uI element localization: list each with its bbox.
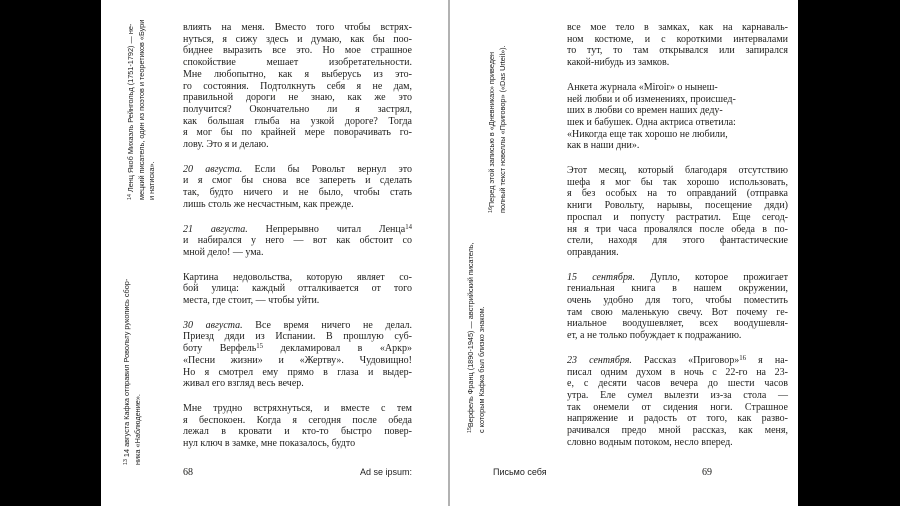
margin-footnote-line: $^{16}$Перед этой записью в «Дневниках» приведен	[487, 51, 496, 213]
text-line: как большая глыба на узкой дороге? Тогда	[183, 115, 412, 127]
paragraph	[567, 82, 788, 152]
margin-footnote	[122, 247, 145, 465]
paragraph	[567, 355, 788, 449]
text-line: какой-нибудь из замков.	[567, 57, 670, 69]
text-line: боту Верфель$^{15}$ декламировал в «Аркр»	[183, 343, 412, 355]
margin-footnote	[487, 25, 510, 213]
text-line: Этот месяц, который благодаря отсутствию	[567, 165, 788, 177]
text-line: напряжение и радость от того, как разво-	[567, 413, 788, 425]
text-line: ней любви и об изменениях, происшед-	[567, 93, 736, 105]
page-number-right: 69	[702, 467, 712, 478]
text-line: Анкета журнала «Miroir» о нынеш-	[567, 81, 718, 93]
text-line: я без особых на то оправданий (отправка	[567, 188, 788, 200]
text-column-right	[567, 22, 788, 462]
text-line: 20 августа. Если бы Ровольт вернул это	[183, 163, 412, 175]
text-line: так, будто ничего и не было, чтобы стать	[183, 187, 412, 199]
text-line: е, с десяти часов вечера до шести часов	[567, 378, 788, 390]
text-line: утра. Еле сумел вылезти из-за стола —	[567, 389, 788, 401]
margin-footnote-line: $^{15}$Верфель Франц (1890-1945) — австрийский писатель,	[466, 242, 475, 433]
paragraph	[567, 272, 788, 342]
text-line: шефа я мог бы так хорошо использовать,	[567, 176, 788, 188]
text-column-left	[183, 22, 412, 463]
footer-left	[183, 467, 412, 478]
text-line: там свою маленькую свечу. Вот почему ге-	[567, 306, 788, 318]
margin-footnote-line: полный текст новеллы «Приговор» («Das Urteil»).	[497, 45, 507, 213]
text-line: «Никогда еще так хорошо не любили,	[567, 128, 728, 140]
text-line: лежал в кровати и кто-то быстро повер-	[183, 426, 412, 438]
text-line: лишь столь же несчастным, как прежде.	[183, 198, 354, 210]
text-line: го состояния. Подтолкнуть себя я не дам,	[183, 80, 412, 92]
text-line: проспал и попусту растратил. Еще сегод-	[567, 211, 788, 223]
text-line: писал одним духом в ночь с 22-го на 23-	[567, 366, 788, 378]
margin-footnote	[126, 19, 160, 200]
paragraph	[567, 22, 788, 69]
footer-right	[493, 467, 712, 478]
text-line: Мне трудно встряхнуться, и вместе с тем	[183, 402, 412, 414]
text-line: ет, а не только побуждает к подражанию.	[567, 330, 742, 342]
text-line: я беспокоен. Когда я сегодня после обеда	[183, 414, 412, 426]
text-line: правильной дороги не знаю, как же это	[183, 92, 412, 104]
text-line: Картина недовольства, которую являет со-	[183, 271, 412, 283]
text-line: спокойствие мешает изобретательности.	[183, 57, 412, 69]
text-line: как в наши дни».	[567, 140, 640, 152]
page-left	[101, 0, 448, 506]
text-line: стели, находя для этого фантастические	[567, 235, 788, 247]
text-line: Мне любопытно, как я выберусь из это-	[183, 68, 412, 80]
text-line: рачивался предо мной рассказ, как меня,	[567, 425, 788, 437]
margin-footnote-line: и натиска».	[147, 161, 157, 200]
margin-footnote	[466, 215, 489, 433]
page-number-left: 68	[183, 467, 193, 478]
text-line: словно водным потоком, несло вперед.	[567, 436, 733, 448]
paragraph	[183, 22, 412, 151]
text-line: живал его взгляд весь вечер.	[183, 378, 304, 390]
text-line: все мое тело в замках, как на карнаваль-	[567, 22, 788, 33]
running-title-left: Ad se ipsum:	[359, 467, 412, 477]
text-line: 21 августа. Непрерывно читал Ленца$^{14}$	[183, 223, 412, 235]
text-line: ном костюме, и с короткими интервалами	[567, 33, 788, 45]
text-line: гениальная книга в нашем окружении,	[567, 283, 788, 295]
text-line: лову. Это я и делаю.	[183, 139, 269, 151]
margin-footnote-line: с которым Кафка был близко знаком.	[476, 306, 486, 433]
paragraph	[183, 403, 412, 450]
text-line: мной дело! — ума.	[183, 246, 264, 258]
text-line: так онемели от сидения ноги. Страшное	[567, 401, 788, 413]
paragraph	[183, 164, 412, 211]
margin-footnote-line: ника «Наблюдение».	[132, 394, 142, 465]
text-line: ших в любви со времен наших деду-	[567, 105, 723, 117]
margin-footnote-line: $^{13}$ 14 августа Кафка отправил Ровольту рукопись сбор-	[122, 278, 131, 465]
text-line: 30 августа. Все время ничего не делал.	[183, 319, 412, 331]
text-line: влиять на меня. Вместо того чтобы встрях-	[183, 22, 412, 33]
text-line: шек и бабушек. Одна актриса ответила:	[567, 116, 736, 128]
text-line: биднее выразить все это. Но мое страшное	[183, 45, 412, 57]
text-line: 23 сентября. Рассказ «Приговор»$^{16}$ я на-	[567, 354, 788, 366]
running-title-right: Письмо себя	[493, 467, 547, 477]
page-right	[450, 0, 798, 506]
text-line: ня я три часа провалялся после обеда в по-	[567, 223, 788, 235]
text-line: и я смог бы снова все запереть и сделать	[183, 175, 412, 187]
text-line: я мог бы по крайней мере поворачивать го-	[183, 127, 412, 139]
text-line: места, где стоит, — чтобы уйти.	[183, 295, 320, 307]
text-line: 15 сентября. Дупло, которое прожигает	[567, 271, 788, 283]
paragraph	[183, 272, 412, 307]
text-line: ниальное воодушевляет, всех воодушевля-	[567, 318, 788, 330]
text-line: и набирался у него — вот как обстоит со	[183, 235, 412, 247]
text-line: книги Ровольту, нарывы, посещение дяди)	[567, 200, 788, 212]
text-line: Приезд дяди из Испании. В прошлую суб-	[183, 331, 412, 343]
text-line: нул ключ в замке, мне показалось, будто	[183, 438, 356, 450]
paragraph	[183, 224, 412, 259]
margin-footnote-line: мецкий писатель, один из поэтов и теоретиков «Бури	[136, 19, 146, 200]
text-line: «Песни жизни» и «Жертву». Чудовищно!	[183, 354, 412, 366]
text-line: нуться, я сижу здесь и думаю, как бы поо-	[183, 33, 412, 45]
text-line: Но я смотрел ему прямо в глаза и выдер-	[183, 366, 412, 378]
text-line: получится? Окончательно ли я застрял,	[183, 103, 412, 115]
text-line: очень удобно для того, чтобы поместить	[567, 295, 788, 307]
paragraph	[183, 320, 412, 390]
paragraph	[567, 165, 788, 259]
text-line: бой улица: каждый отталкивается от того	[183, 283, 412, 295]
margin-footnote-line: $^{14}$ Ленц Якоб Михаэль Рейнгольд (1751-1792) — не-	[126, 23, 135, 200]
text-line: то тут, то там открывался или запирался	[567, 45, 788, 57]
text-line: оправдания.	[567, 246, 619, 258]
